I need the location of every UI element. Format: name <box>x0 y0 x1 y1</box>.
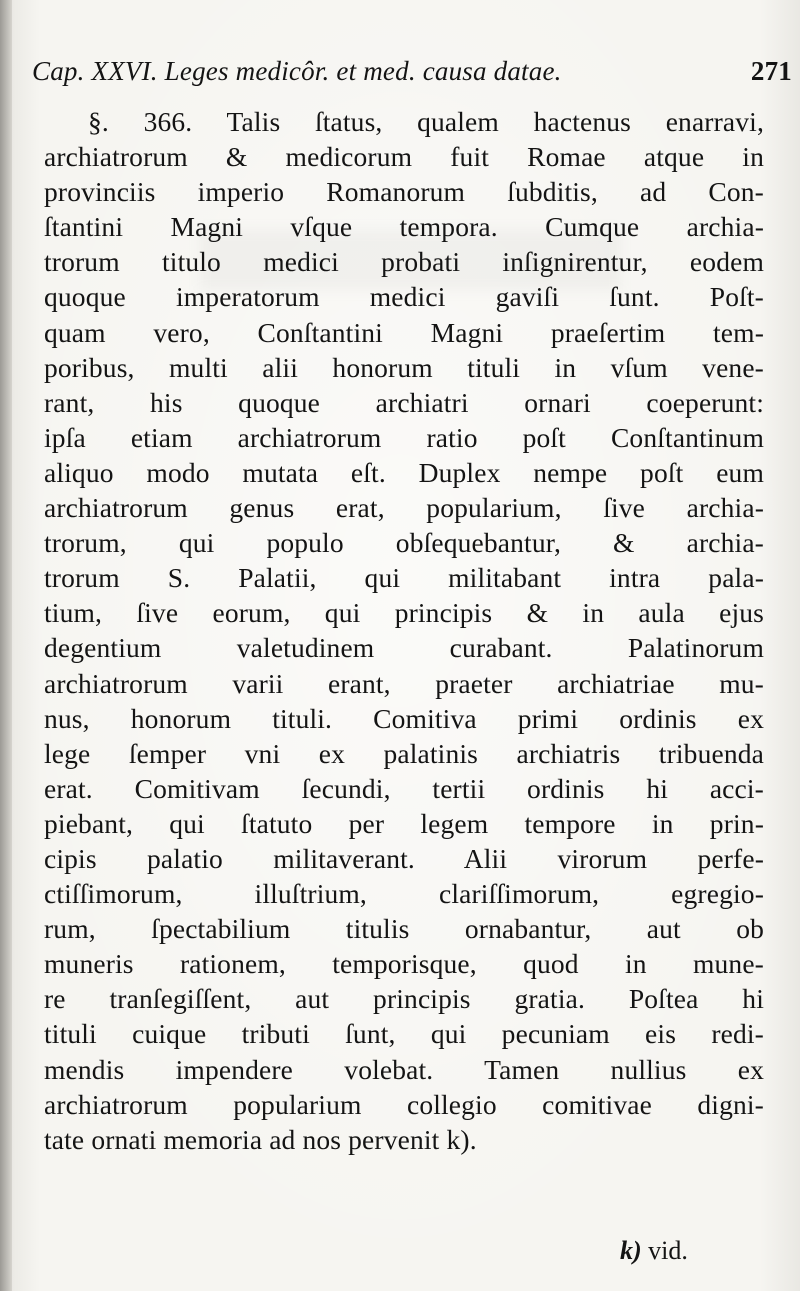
text-line: ctiſſimorum, illuſtrium, clariſſimorum, egregio- <box>44 878 764 910</box>
text-line: cipis palatio militaverant. Alii virorum perfe- <box>44 842 764 874</box>
text-line: poribus, multi alii honorum tituli in vſum vene- <box>44 351 764 383</box>
text-line: trorum S. Palatii, qui militabant intra pala- <box>44 562 764 594</box>
text-line: provinciis imperio Romanorum ſubditis, ad Con- <box>44 176 764 208</box>
text-line: nus, honorum tituli. Comitiva primi ordinis ex <box>44 702 764 734</box>
text-line: degentium valetudinem curabant. Palatinorum <box>44 632 764 664</box>
catchword: vid. <box>648 1236 688 1265</box>
text-line: trorum titulo medici probati inſignirentur, eodem <box>44 246 764 278</box>
text-line: archiatrorum genus erat, popularium, ſive archia- <box>44 492 764 524</box>
text-line: rum, ſpectabilium titulis ornabantur, aut ob <box>44 913 764 945</box>
text-line: muneris rationem, temporisque, quod in mune- <box>44 948 764 980</box>
text-line: mendis impendere volebat. Tamen nullius ex <box>44 1053 764 1085</box>
footnote-catchword <box>620 1236 688 1266</box>
text-line: aliquo modo mutata eſt. Duplex nempe poſt eum <box>44 456 764 488</box>
text-line: archiatrorum popularium collegio comitivae digni- <box>44 1088 764 1120</box>
running-head <box>32 56 792 90</box>
text-line: tituli cuique tributi ſunt, qui pecuniam eis redi- <box>44 1018 764 1050</box>
text-line: §. 366. Talis ſtatus, qualem hactenus enarravi, <box>88 106 764 137</box>
text-line: trorum, qui populo obſequebantur, & archia- <box>44 527 764 559</box>
text-line: rant, his quoque archiatri ornari coeperunt: <box>44 386 764 418</box>
text-line: ipſa etiam archiatrorum ratio poſt Conſtantinum <box>44 421 764 453</box>
text-line: ſtantini Magni vſque tempora. Cumque archia- <box>44 211 764 243</box>
text-line: archiatrorum & medicorum fuit Romae atque in <box>44 141 764 173</box>
text-line: erat. Comitivam ſecundi, tertii ordinis hi acci- <box>44 772 764 804</box>
text-line: archiatrorum varii erant, praeter archiatriae mu- <box>44 667 764 699</box>
text-line: re tranſegiſſent, aut principis gratia. Poſtea hi <box>44 983 764 1015</box>
footnote-mark: k) <box>620 1236 642 1265</box>
text-line: tium, ſive eorum, qui principis & in aula ejus <box>44 597 764 629</box>
chapter-heading: Cap. XXVI. Leges medicôr. et med. causa datae. <box>32 56 562 86</box>
text-line: tate ornati memoria ad nos pervenit k). <box>44 1123 477 1155</box>
text-line: lege ſemper vni ex palatinis archiatris tribuenda <box>44 737 764 769</box>
body-text <box>44 104 764 1157</box>
page-number: 271 <box>750 56 792 86</box>
page-gutter-shadow <box>0 0 12 1291</box>
text-line: quam vero, Conſtantini Magni praeſertim tem- <box>44 316 764 348</box>
text-line: piebant, qui ſtatuto per legem tempore in prin- <box>44 807 764 839</box>
text-line: quoque imperatorum medici gaviſi ſunt. Poſt- <box>44 281 764 313</box>
